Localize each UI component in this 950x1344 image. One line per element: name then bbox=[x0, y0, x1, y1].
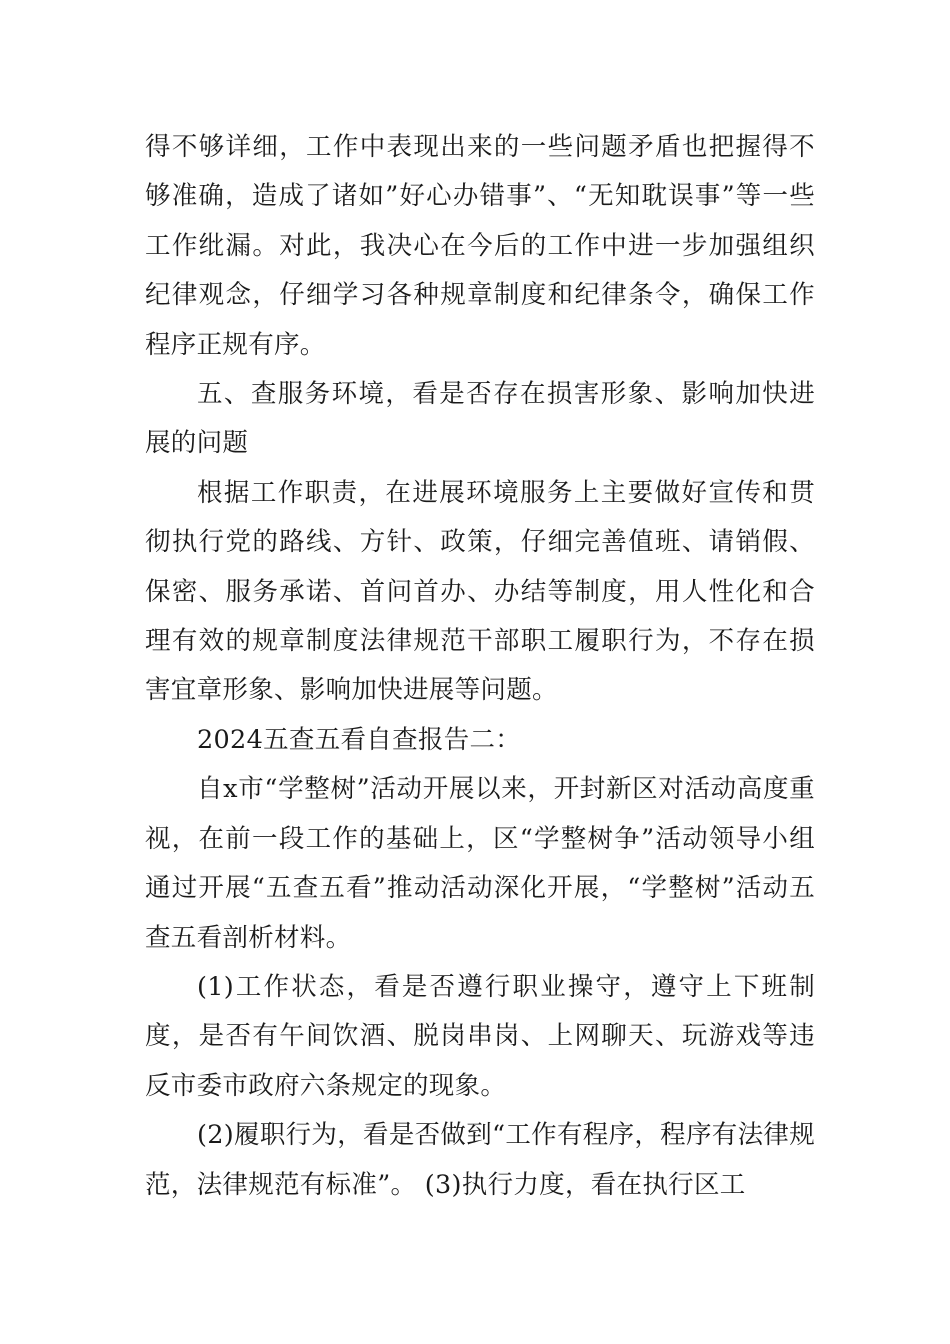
item-1-work-status: (1)工作状态，看是否遵行职业操守，遵守上下班制度，是否有午间饮酒、脱岗串岗、上网聊天、玩游戏等违反市委市政府六条规定的现象。 bbox=[145, 971, 815, 1101]
document-body bbox=[145, 123, 815, 1210]
section-heading-five: 五、查服务环境，看是否存在损害形象、影响加快进展的问题 bbox=[145, 379, 815, 459]
item-2-performance: (2)履职行为，看是否做到“工作有程序，程序有法律规范，法律规范有标准”。 (3)执行力度，看在执行区工 bbox=[145, 1120, 815, 1200]
paragraph-1: 得不够详细，工作中表现出来的一些问题矛盾也把握得不够准确，造成了诸如”好心办错事”、“无知耽误事”等一些工作纰漏。对此，我决心在今后的工作中进一步加强组织纪律观念，仔细学习各种规章制度和纪律条令，确保工作程序正规有序。 bbox=[145, 132, 815, 360]
paragraph-3: 自x市“学整树”活动开展以来，开封新区对活动高度重视，在前一段工作的基础上，区“学整树争”活动领导小组通过开展“五查五看”推动活动深化开展，“学整树”活动五查五看剖析材料。 bbox=[145, 774, 815, 953]
report-title-two: 2024五查五看自查报告二： bbox=[197, 724, 522, 755]
paragraph-2: 根据工作职责，在进展环境服务上主要做好宣传和贯彻执行党的路线、方针、政策，仔细完善值班、请销假、保密、服务承诺、首问首办、办结等制度，用人性化和合理有效的规章制度法律规范干部职工履职行为，不存在损害宜章形象、影响加快进展等问题。 bbox=[145, 477, 815, 706]
